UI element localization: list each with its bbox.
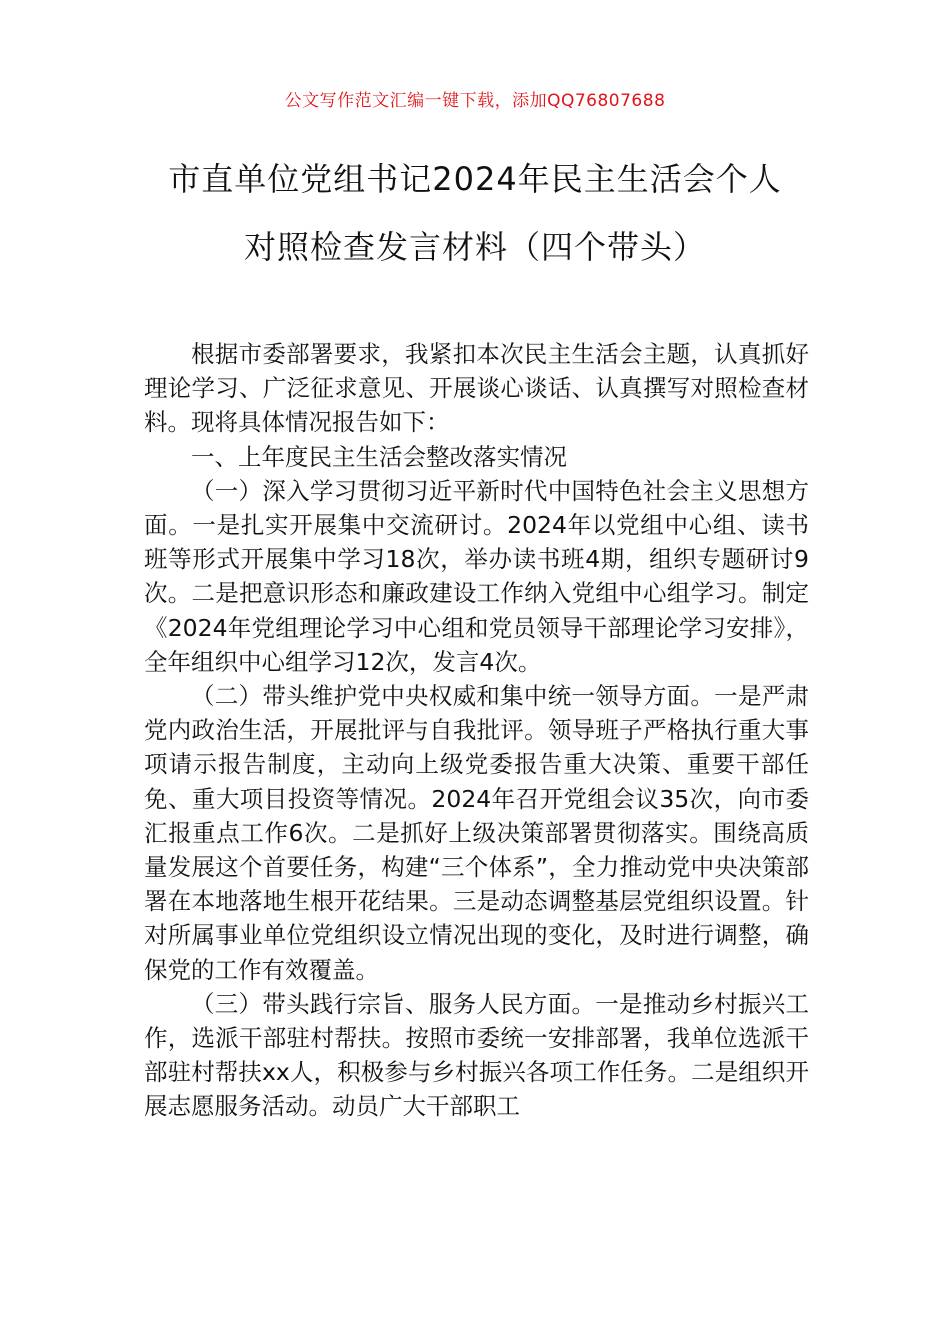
document-title-line-2: 对照检查发言材料（四个带头）: [243, 228, 706, 266]
document-body: [144, 337, 809, 1124]
paragraph-item-1: （一）深入学习贯彻习近平新时代中国特色社会主义思想方面。一是扎实开展集中交流研讨。2024年以党组中心组、读书班等形式开展集中学习18次，举办读书班4期，组织专题研讨9次。二是把意识形态和廉政建设工作纳入党组中心组学习。制定《2024年党组理论学习中心组和党员领导干部理论学习安排》，全年组织中心组学习12次，发言4次。: [144, 476, 809, 676]
paragraph-item-2: （二）带头维护党中央权威和集中统一领导方面。一是严肃党内政治生活，开展批评与自我批评。领导班子严格执行重大事项请示报告制度，主动向上级党委报告重大决策、重要干部任免、重大项目投资等情况。2024年召开党组会议35次，向市委汇报重点工作6次。二是抓好上级决策部署贯彻落实。围绕高质量发展这个首要任务，构建“三个体系”，全力推动党中央决策部署在本地落地生根开花结果。三是动态调整基层党组织设置。针对所属事业单位党组织设立情况出现的变化，及时进行调整，确保党的工作有效覆盖。: [144, 682, 809, 984]
paragraph-item-3: （三）带头践行宗旨、服务人民方面。一是推动乡村振兴工作，选派干部驻村帮扶。按照市委统一安排部署，我单位选派干部驻村帮扶xx人，积极参与乡村振兴各项工作任务。二是组织开展志愿服务活动。动员广大干部职工: [144, 989, 809, 1121]
section-heading-1: 一、上年度民主生活会整改落实情况: [191, 442, 567, 471]
paragraph-intro: 根据市委部署要求，我紧扣本次民主生活会主题，认真抓好理论学习、广泛征求意见、开展谈心谈话、认真撰写对照检查材料。现将具体情况报告如下：: [144, 340, 809, 437]
header-note: 公文写作范文汇编一键下载，添加QQ76807688: [284, 91, 666, 111]
document-title-line-1: 市直单位党组书记2024年民主生活会个人: [168, 160, 782, 198]
